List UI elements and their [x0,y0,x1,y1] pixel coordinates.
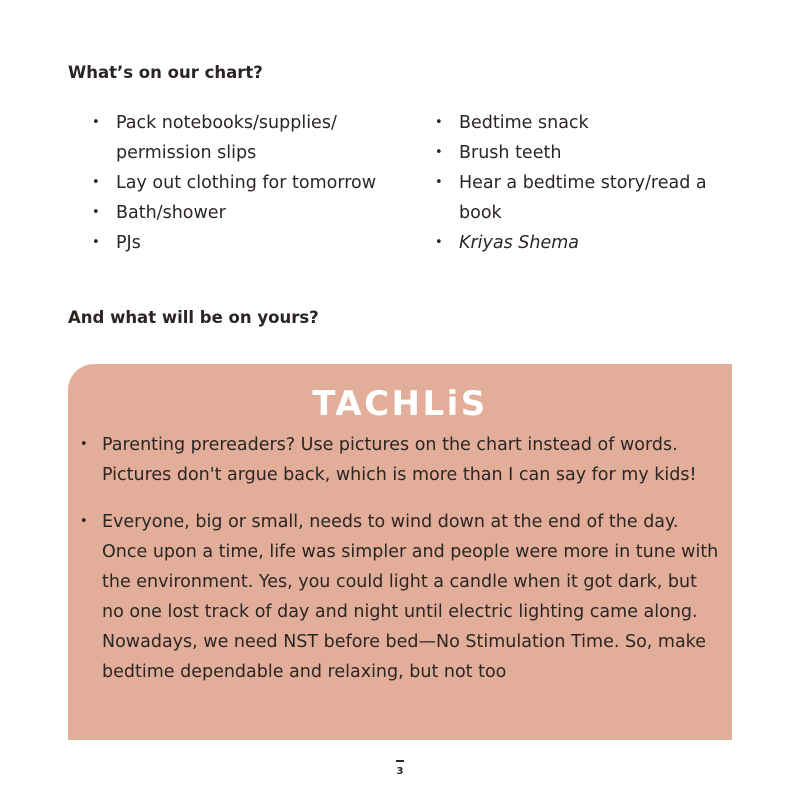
page-number-dash [396,760,404,762]
page-number-label: 3 [396,766,404,777]
chart-items-left-list [116,108,416,258]
list-item: • Bath/shower [116,198,416,228]
followup-question-heading: And what will be on yours? [68,308,319,327]
list-item: • PJs [116,228,416,258]
tachlis-panel [68,364,732,740]
chart-items-right-list [459,108,749,258]
page-number [390,760,410,777]
tachlis-title: TACHLiS [312,384,488,424]
tip-item: • Everyone, big or small, needs to wind down at the end of the day. Once upon a time, life was simpler and people were more in tune with the environment. Yes, you could light a candle when it got dark, but no one lost track of day and night until electric lighting came along. Nowadays, we need NST before bed—No Stimulation Time. So, make bedtime dependable and relaxing, but not too [102,507,722,687]
list-item: • Brush teeth [459,138,749,168]
list-item: • Kriyas Shema [459,228,749,258]
list-item: • Hear a bedtime story/read a book [459,168,749,228]
list-item: • Bedtime snack [459,108,749,138]
chart-question-heading: What’s on our chart? [68,63,263,82]
list-item: • Lay out clothing for tomorrow [116,168,416,198]
list-item: • Pack notebooks/supplies/ permission slips [116,108,416,168]
tip-item: • Parenting prereaders? Use pictures on the chart instead of words. Pictures don't argue back, which is more than I can say for my kids! [102,430,722,490]
tachlis-tips-list [102,430,722,687]
